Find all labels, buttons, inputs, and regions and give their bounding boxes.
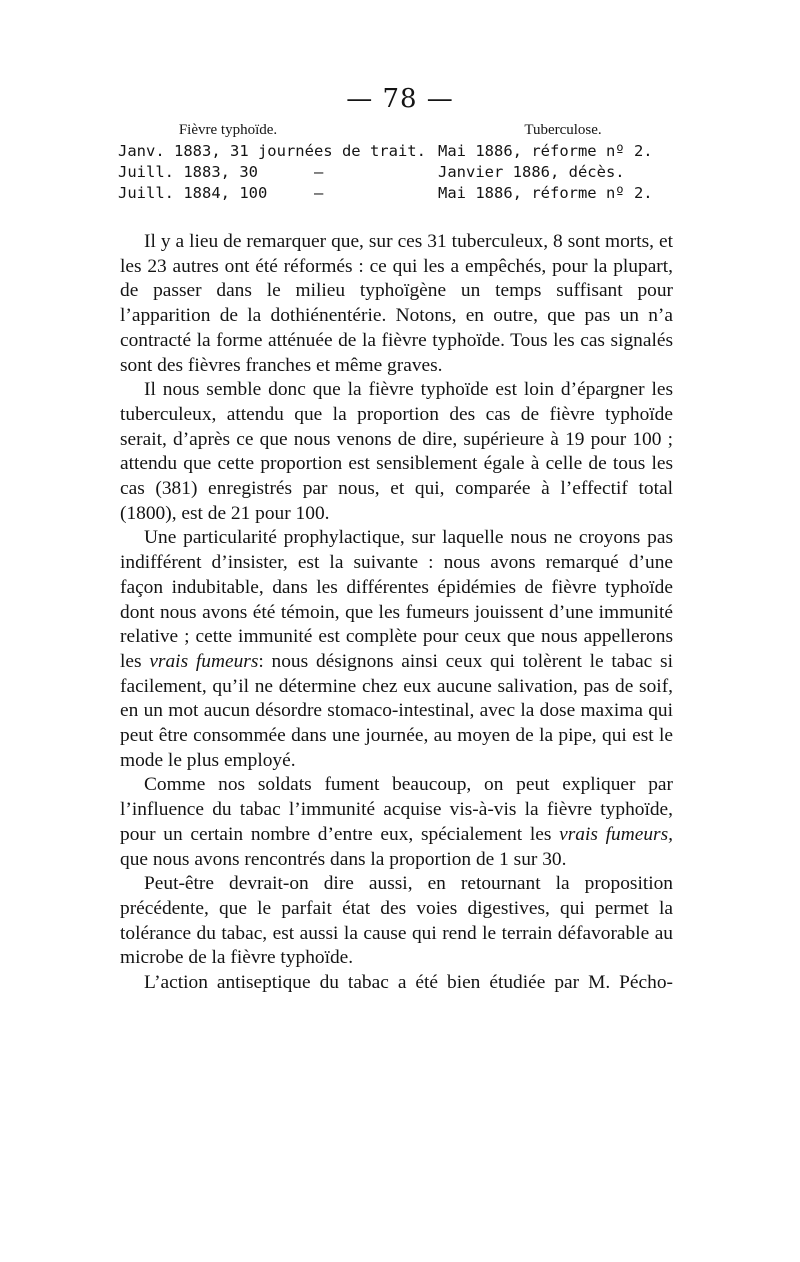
- typhoid-column: [118, 120, 426, 204]
- paragraph: Peut-être devrait-on dire aussi, en retournant la proposition précédente, que le parfait état des voies digestives, qui permet la tolérance du tabac, est aussi la cause qui rend le terrain défavorable au microbe de la fièvre typhoïde.: [120, 873, 673, 969]
- comparison-table: [118, 120, 688, 204]
- typhoid-row: Janv. 1883, 31 journées de trait.: [118, 142, 426, 160]
- emphasis-text: vrais fumeurs: [149, 650, 259, 672]
- tuberculosis-row: Mai 1886, réforme nº 2.: [438, 142, 653, 160]
- page-number: — 78 —: [346, 84, 454, 114]
- tuberculosis-row: Janvier 1886, décès.: [438, 163, 625, 181]
- paragraph: [120, 526, 673, 773]
- emphasis-text: vrais fumeurs,: [559, 823, 673, 845]
- typhoid-column-header: Fièvre typhoïde.: [178, 122, 278, 138]
- tuberculosis-column-header: Tuberculose.: [524, 122, 602, 138]
- paragraph: Il y a lieu de remarquer que, sur ces 31 tuberculeux, 8 sont morts, et les 23 autres ont été réformés : ce qui les a empêchés, pour la plupart, de passer dans le milieu typhoïgène un temps suffisant pour l’apparition de la dothiénentérie. Notons, en outre, que pas un n’a contracté la forme atténuée de la fièvre typhoïde. Tous les cas signalés sont des fièvres franches et même graves.: [120, 231, 673, 376]
- paragraph: Il nous semble donc que la fièvre typhoïde est loin d’épargner les tuberculeux, attendu que la proportion des cas de fièvre typhoïde serait, d’après ce que nous venons de dire, supérieure à 19 pour 100 ; attendu que cette proportion est sensiblement égale à celle de tous les cas (381) enregistrés par nous, et qui, comparée à l’effectif total (1800), est de 21 pour 100.: [120, 379, 673, 524]
- paragraph-text: que nous avons rencontrés dans la proportion de 1 sur 30.: [120, 848, 567, 870]
- paragraph: [120, 773, 673, 872]
- body-text: [120, 230, 673, 996]
- tuberculosis-row: Mai 1886, réforme nº 2.: [438, 184, 653, 202]
- paragraph-text: Comme nos soldats fument beaucoup, on peut expliquer par l’influence du tabac l’immunité acquise vis-à-vis la fièvre typhoïde, pour un certain nombre d’entre eux, spécialement les: [120, 774, 673, 845]
- paragraph: L’action antiseptique du tabac a été bien étudiée par M. Pécho-: [144, 972, 673, 994]
- tuberculosis-column: [438, 120, 688, 204]
- typhoid-row: Juill. 1883, 30 —: [118, 163, 324, 181]
- typhoid-row: Juill. 1884, 100 —: [118, 184, 324, 202]
- paragraph-text: : nous désignons ainsi ceux qui tolèrent le tabac si facilement, qu’il ne détermine chez eux aucune salivation, pas de soif, en un mot aucun désordre stomaco-intestinal, avec la dose maxima qui peut être consommée dans une journée, au moyen de la pipe, qui est le mode le plus employé.: [120, 650, 673, 771]
- paragraph-text: Une particularité prophylactique, sur laquelle nous ne croyons pas indifférent d’insister, est la suivante : nous avons remarqué d’une façon indubitable, dans les différentes épidémies de fièvre typhoïde dont nous avons été témoin, que les fumeurs jouissent d’une immunité relative ; cette immunité est complète pour ceux que nous appellerons les: [120, 527, 673, 672]
